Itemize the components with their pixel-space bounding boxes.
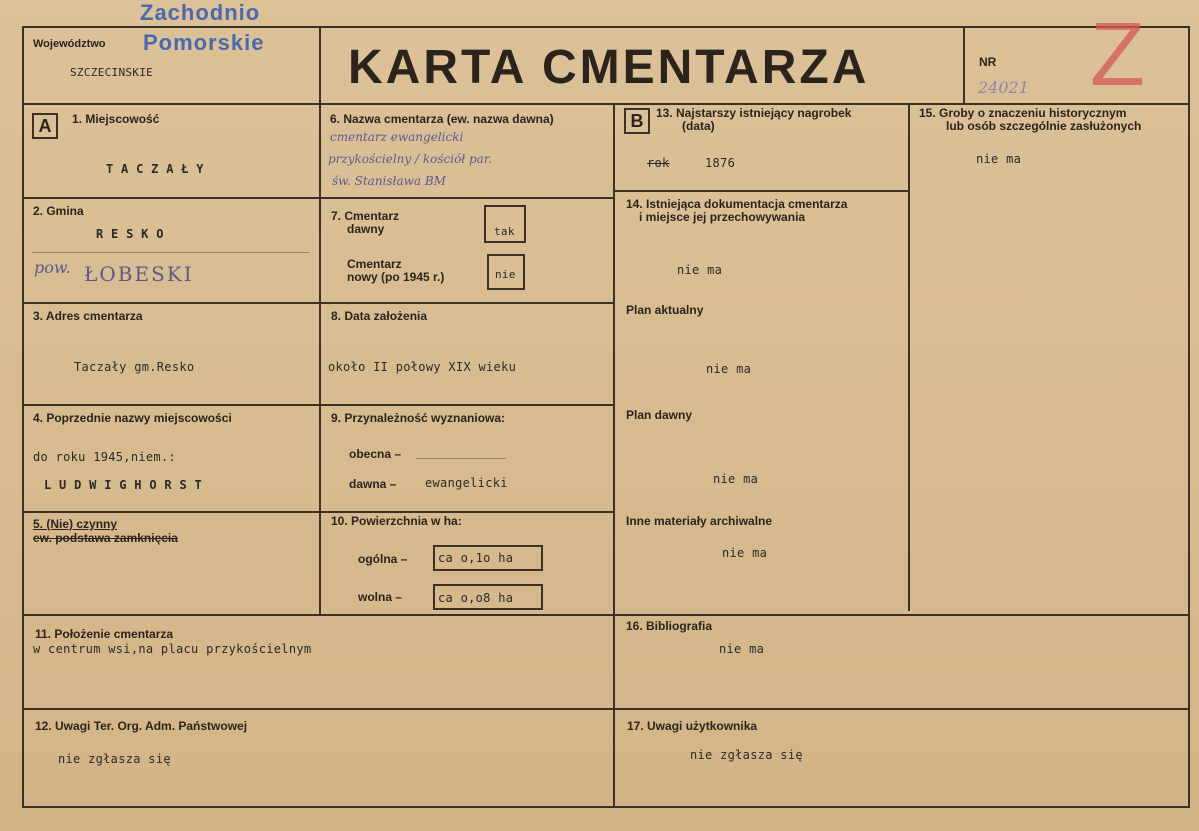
red-mark: Z bbox=[1090, 5, 1145, 105]
field-16-label: 16. Bibliografia bbox=[626, 619, 713, 633]
field-7-nowy-box bbox=[487, 254, 525, 290]
field-6-hand2: przykościelny / kościół par. bbox=[328, 152, 493, 166]
frame-top bbox=[22, 26, 1190, 28]
col-divider-3 bbox=[908, 103, 910, 611]
header-divider bbox=[22, 103, 1190, 105]
field-10-ogolna-label: ogólna – bbox=[358, 552, 408, 566]
col-divider-1 bbox=[319, 26, 321, 616]
field-5-sub: ew. podstawa zamknięcia bbox=[33, 531, 178, 545]
field-12-value: nie zgłasza się bbox=[58, 752, 171, 766]
field-2-hand-prefix: pow. bbox=[34, 258, 71, 277]
nr-label: NR bbox=[979, 55, 997, 69]
card-title: KARTA CMENTARZA bbox=[348, 41, 870, 94]
frame-left bbox=[22, 26, 24, 808]
field-7-label2: dawny bbox=[347, 222, 385, 236]
field-17-label: 17. Uwagi użytkownika bbox=[627, 719, 758, 733]
field-10-label: 10. Powierzchnia w ha: bbox=[331, 514, 462, 528]
field-7-dawny-box bbox=[484, 205, 526, 243]
field-14-value: nie ma bbox=[677, 263, 723, 277]
field-1-label: 1. Miejscowość bbox=[72, 112, 160, 126]
field-4-line1: do roku 1945,niem.: bbox=[33, 450, 176, 464]
field-17-value: nie zgłasza się bbox=[690, 748, 803, 762]
field-1-value: T A C Z A Ł Y bbox=[106, 162, 204, 176]
inne-materialy-value: nie ma bbox=[722, 546, 768, 560]
field-9-label: 9. Przynależność wyznaniowa: bbox=[331, 411, 506, 425]
frame-right bbox=[1188, 26, 1190, 808]
col-divider-2 bbox=[613, 103, 615, 808]
field-3-label: 3. Adres cmentarza bbox=[33, 309, 143, 323]
field-5-label: 5. (Nie) czynny bbox=[33, 517, 118, 531]
field-6-label: 6. Nazwa cmentarza (ew. nazwa dawna) bbox=[330, 112, 554, 126]
field-10-ogolna-box bbox=[433, 545, 543, 571]
plan-dawny-value: nie ma bbox=[713, 472, 759, 486]
field-14-label: 14. Istniejąca dokumentacja cmentarza bbox=[626, 197, 848, 211]
plan-aktualny-label: Plan aktualny bbox=[626, 303, 704, 317]
field-7-nowy-label2: nowy (po 1945 r.) bbox=[347, 270, 445, 284]
section-b-marker: B bbox=[624, 108, 650, 134]
field-7-nowy-value: nie bbox=[495, 268, 516, 281]
field-10-ogolna-value: ca o,1o ha bbox=[438, 551, 514, 565]
field-13-label: 13. Najstarszy istniejący nagrobek bbox=[656, 106, 852, 120]
field-9-dawna-label: dawna – bbox=[349, 477, 397, 491]
field-8-label: 8. Data założenia bbox=[331, 309, 428, 323]
field-7-label: 7. Cmentarz bbox=[331, 209, 400, 223]
field-11-value: w centrum wsi,na placu przykościelnym bbox=[33, 642, 312, 656]
field-13-label2: (data) bbox=[682, 119, 715, 133]
field-7-nowy-label: Cmentarz bbox=[347, 257, 402, 271]
plan-aktualny-value: nie ma bbox=[706, 362, 752, 376]
field-6-hand3: św. Stanisława BM bbox=[332, 174, 446, 188]
field-13-value: 1876 bbox=[705, 156, 736, 170]
field-7-dawny-value: tak bbox=[494, 225, 515, 238]
field-12-label: 12. Uwagi Ter. Org. Adm. Państwowej bbox=[35, 719, 248, 733]
field-4-label: 4. Poprzednie nazwy miejscowości bbox=[33, 411, 232, 425]
inne-materialy-label: Inne materiały archiwalne bbox=[626, 514, 773, 528]
field-16-value: nie ma bbox=[719, 642, 765, 656]
field-13-struck: rok bbox=[647, 156, 670, 170]
field-2-label: 2. Gmina bbox=[33, 204, 84, 218]
region-stamp-line2: Pomorskie bbox=[143, 30, 265, 55]
nr-value: 24021 bbox=[978, 78, 1029, 97]
field-14-label2: i miejsce jej przechowywania bbox=[639, 210, 806, 224]
section-a-marker: A bbox=[32, 113, 58, 139]
field-2-hand-value: ŁOBESKI bbox=[84, 262, 194, 286]
wojewodztwo-label: Województwo bbox=[33, 38, 106, 50]
wojewodztwo-value: SZCZECINSKIE bbox=[70, 66, 154, 79]
field-9-obecna-label: obecna – bbox=[349, 447, 402, 461]
field-15-label2: lub osób szczególnie zasłużonych bbox=[946, 119, 1142, 133]
field-9-dawna-value: ewangelicki bbox=[425, 476, 508, 490]
field-15-label: 15. Groby o znaczeniu historycznym bbox=[919, 106, 1127, 120]
field-10-wolna-value: ca o,o8 ha bbox=[438, 591, 514, 605]
field-6-hand1: cmentarz ewangelicki bbox=[330, 130, 464, 144]
region-stamp-line1: Zachodnio bbox=[140, 0, 261, 25]
header-nr-divider bbox=[963, 26, 965, 105]
field-2-value: R E S K O bbox=[96, 227, 164, 241]
field-10-wolna-label: wolna – bbox=[358, 590, 403, 604]
field-15-value: nie ma bbox=[976, 152, 1022, 166]
field-8-value: około II połowy XIX wieku bbox=[328, 360, 517, 374]
field-3-value: Taczały gm.Resko bbox=[74, 360, 195, 374]
frame-bottom bbox=[22, 806, 1190, 808]
field-11-label: 11. Położenie cmentarza bbox=[35, 627, 174, 641]
plan-dawny-label: Plan dawny bbox=[626, 408, 693, 422]
field-10-wolna-box bbox=[433, 584, 543, 610]
field-4-line2: L U D W I G H O R S T bbox=[44, 478, 203, 492]
